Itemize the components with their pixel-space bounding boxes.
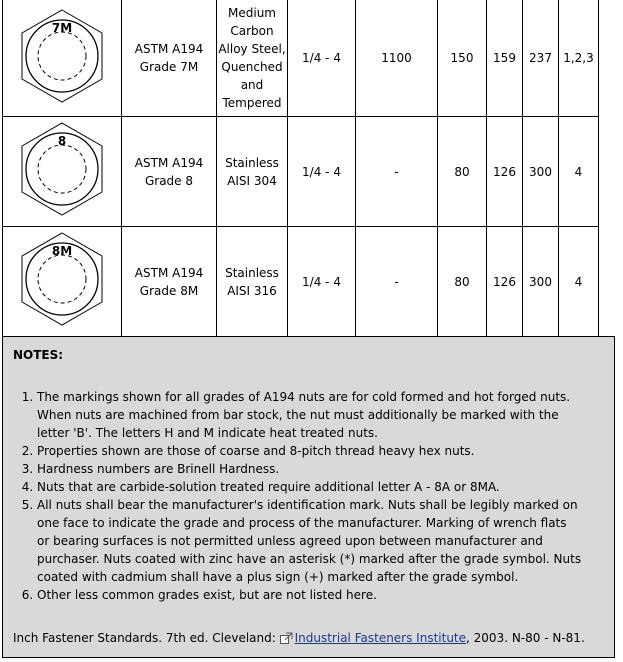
grade-line: ASTM A194 <box>134 155 204 170</box>
notes-panel <box>2 336 615 658</box>
table-row <box>3 227 599 337</box>
material-line: Medium <box>228 6 276 20</box>
grade-cell <box>122 0 217 117</box>
grade-line: ASTM A194 <box>134 42 204 56</box>
table-row <box>3 0 599 117</box>
citation-prefix: Inch Fastener Standards. 7th ed. Cleveland: <box>13 631 280 645</box>
citation-suffix: , 2003. N-80 - N-81. <box>466 631 585 645</box>
grade-mark: 8 <box>57 134 67 148</box>
material-line: Quenched <box>221 60 283 74</box>
notes-ref-cell: 4 <box>559 227 599 337</box>
value-cell: 126 <box>487 117 523 227</box>
notes-title: NOTES: <box>13 348 64 362</box>
material-cell <box>217 0 288 117</box>
material-line: AISI 304 <box>227 173 277 188</box>
list-item: 4. Nuts that are carbide-solution treated require additional letter A - 8A or 8MA. <box>37 478 582 496</box>
material-line: Tempered <box>222 96 282 110</box>
grade-line: Grade 8 <box>144 173 194 188</box>
list-item: 1. The markings shown for all grades of A194 nuts are for cold formed and hot forged nuts. When nuts are machined from bar stock, the nut must additionally be marked with the letter 'B'. The letters H and M indicate heat treated nuts. <box>37 388 582 442</box>
nut-marking-cell <box>3 227 122 337</box>
hex-nut-icon <box>19 121 105 217</box>
notes-list <box>3 388 582 604</box>
hex-nut-icon <box>19 8 105 104</box>
grade-mark: 8M <box>51 244 73 258</box>
nut-marking-cell <box>3 117 122 227</box>
grade-mark: 7M <box>51 20 73 35</box>
material-line: Alloy Steel, <box>218 42 286 56</box>
material-line: Carbon <box>230 24 274 38</box>
grade-cell <box>122 227 217 337</box>
hex-nut-icon <box>19 231 105 327</box>
notes-ref-cell: 1,2,3 <box>559 0 599 117</box>
proof-load-cell: 1100 <box>356 0 438 117</box>
external-link-icon <box>280 632 293 644</box>
value-cell: 80 <box>438 227 487 337</box>
size-cell: 1/4 - 4 <box>288 227 356 337</box>
list-item: 5. All nuts shall bear the manufacturer's identification mark. Nuts shall be legibly marked on one face to indicate the grade and process of the manufacturer. Marking of wrench flats or bearing surfaces is not permitted unless agreed upon between manufacturer and purchaser. Nuts coated with zinc have an asterisk (*) marked after the grade symbol. Nuts coated with cadmium shall have a plus sign (+) marked after the grade symbol. <box>37 496 582 586</box>
value-cell: 300 <box>523 117 559 227</box>
grade-cell <box>122 117 217 227</box>
value-cell: 126 <box>487 227 523 337</box>
material-line: AISI 316 <box>227 283 277 298</box>
material-line: and <box>240 78 264 92</box>
material-line: Stainless <box>225 155 279 170</box>
value-cell: 300 <box>523 227 559 337</box>
table-row <box>3 117 599 227</box>
proof-load-cell: - <box>356 117 438 227</box>
size-cell: 1/4 - 4 <box>288 0 356 117</box>
list-item: 6. Other less common grades exist, but are not listed here. <box>37 586 582 604</box>
nut-grades-table <box>2 0 599 337</box>
list-item: 2. Properties shown are those of coarse and 8-pitch thread heavy hex nuts. <box>37 442 582 460</box>
proof-load-cell: - <box>356 227 438 337</box>
value-cell: 150 <box>438 0 487 117</box>
value-cell: 80 <box>438 117 487 227</box>
size-cell: 1/4 - 4 <box>288 117 356 227</box>
value-cell: 237 <box>523 0 559 117</box>
material-cell <box>217 117 288 227</box>
value-cell: 159 <box>487 0 523 117</box>
material-cell <box>217 227 288 337</box>
grade-line: ASTM A194 <box>134 265 204 280</box>
source-citation <box>13 629 585 647</box>
material-line: Stainless <box>225 265 279 280</box>
nut-marking-cell <box>3 0 122 117</box>
publisher-link[interactable]: Industrial Fasteners Institute <box>294 631 467 645</box>
notes-ref-cell: 4 <box>559 117 599 227</box>
list-item: 3. Hardness numbers are Brinell Hardness. <box>37 460 582 478</box>
grade-line: Grade 7M <box>139 60 199 74</box>
grade-line: Grade 8M <box>139 283 199 298</box>
